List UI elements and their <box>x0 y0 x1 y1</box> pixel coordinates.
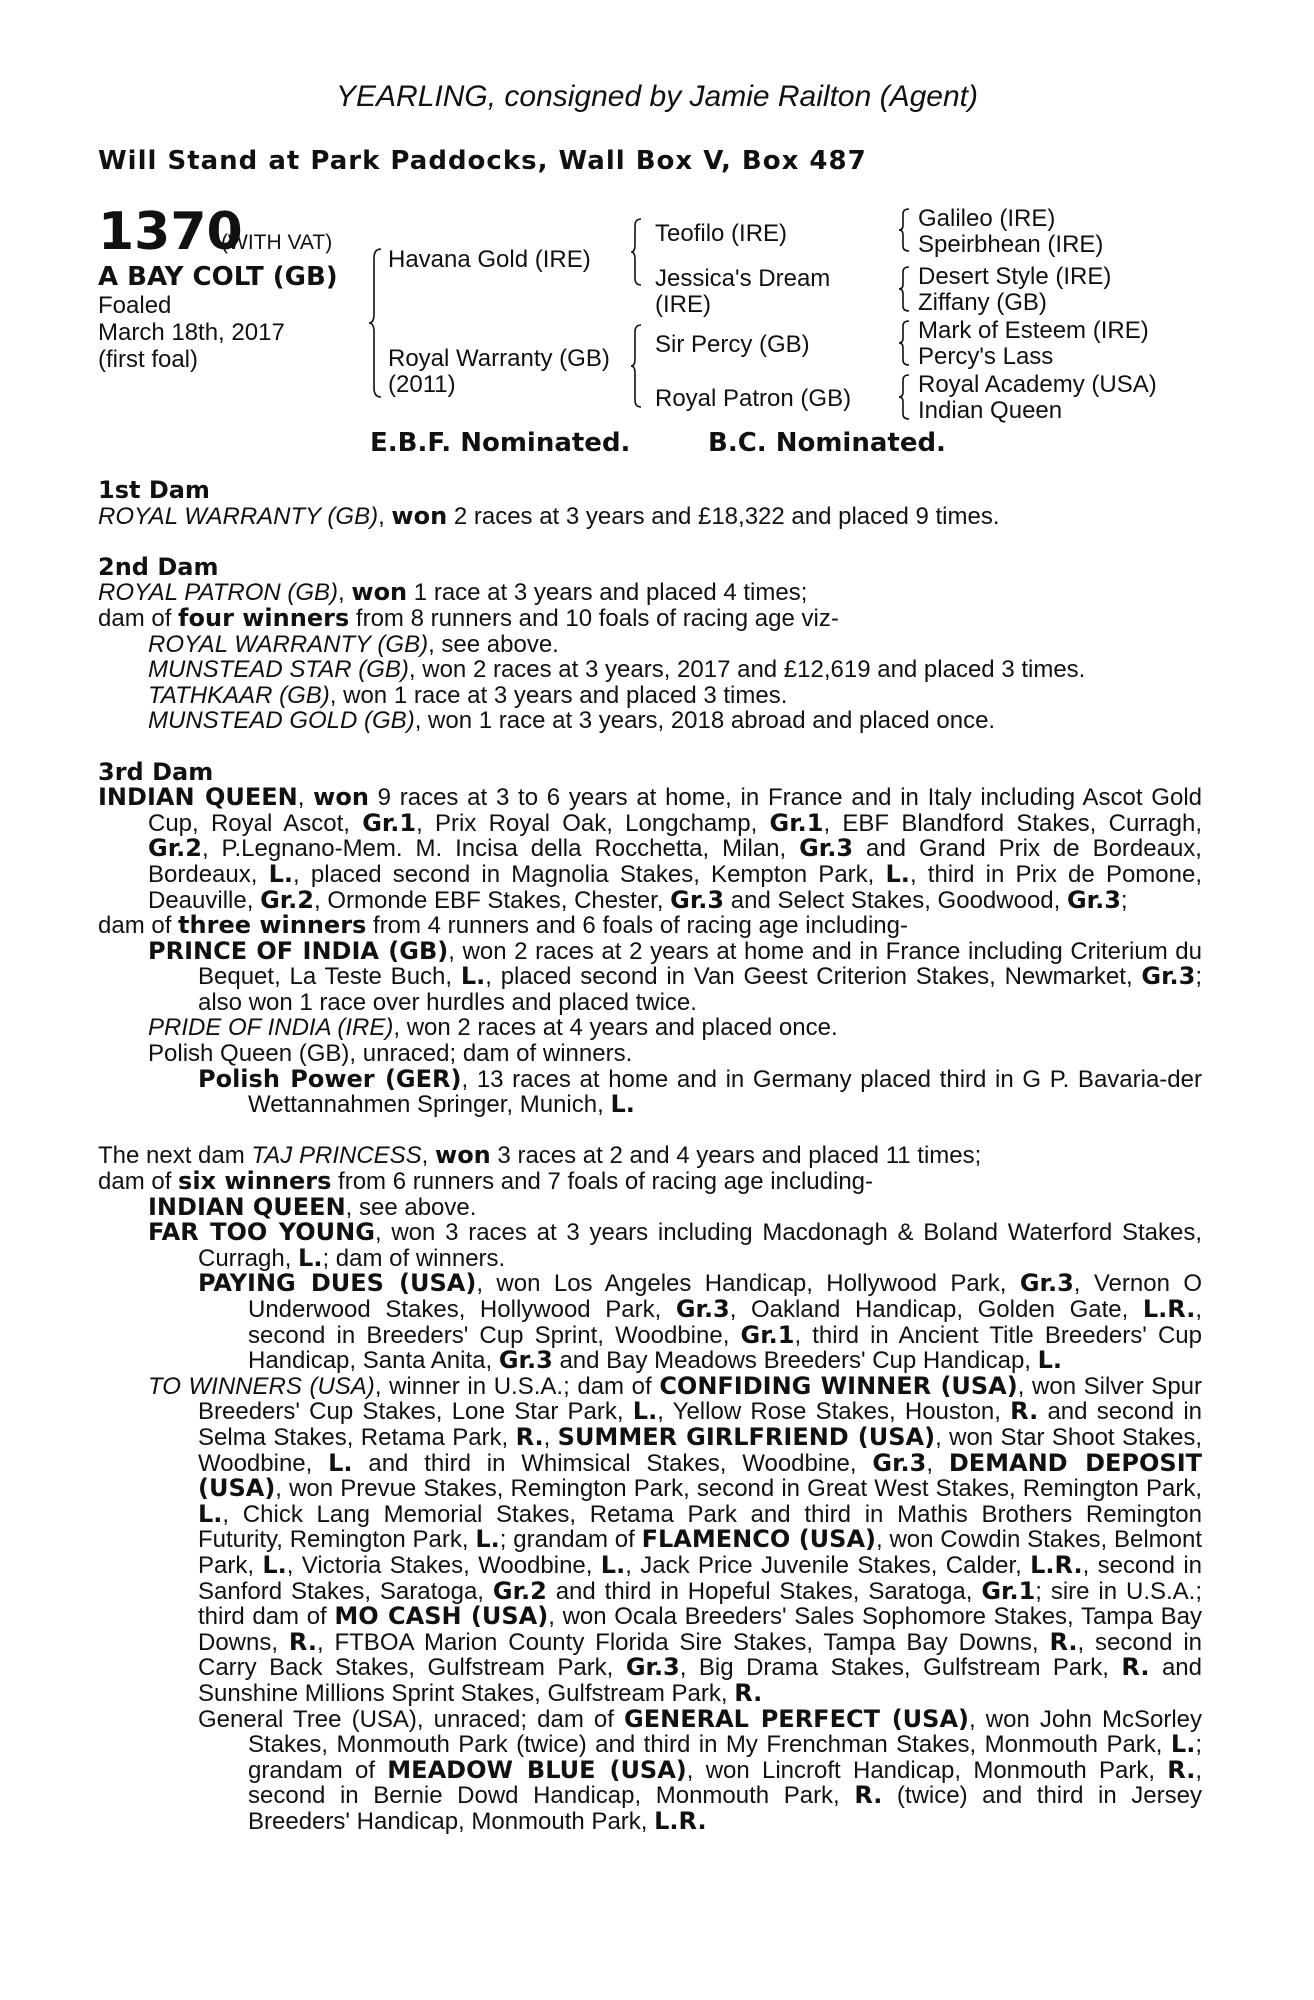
first-dam-record: ROYAL WARRANTY (GB), won 2 races at 3 years and £18,322 and placed 9 times. <box>98 501 1000 530</box>
text-run: and Bay Meadows Breeders' Cup Handicap, <box>552 1347 1038 1375</box>
sire-dam: Jessica's Dream <box>655 265 831 292</box>
text-run: , placed second in Magnolia Stakes, Kempton Park, <box>293 860 886 888</box>
progeny-name: GENERAL PERFECT (USA) <box>624 1704 970 1733</box>
text-run: , Jack Price Juvenile Stakes, Calder, <box>625 1551 1031 1579</box>
pedigree-brace-main <box>368 248 382 398</box>
text-run: , won John McSorley Stakes, Monmouth Park (twice) and third in My Frenchman Stakes, Monmouth Park, <box>248 1705 1203 1759</box>
text-run: 3 races at 2 and 4 years and placed 11 times; <box>490 1142 982 1170</box>
progeny-entry <box>98 1704 1203 1835</box>
foaled-date: March 18th, 2017 <box>98 319 285 346</box>
text-run: , third in Prix de Pomone, Deauville, <box>148 860 1203 914</box>
progeny-entry <box>98 683 1202 709</box>
text-run: , third in Ancient Title Breeders' Cup Handicap, Santa Anita, <box>248 1321 1202 1375</box>
text-run: ; also won 1 race over hurdles and placed twice. <box>198 963 1202 1016</box>
grandparent-6: Percy's Lass <box>918 343 1054 370</box>
grade: Gr.3 <box>670 885 725 914</box>
vat-note: (WITH VAT) <box>221 231 333 254</box>
text-run: , won Star Shoot Stakes, Woodbine, <box>198 1423 1202 1477</box>
progeny-entry <box>98 1371 1203 1707</box>
first-foal-note: (first foal) <box>98 346 199 373</box>
first-dam-heading: 1st Dam <box>98 476 210 504</box>
text-run: and second in Selma Stakes, Retama Park, <box>198 1398 1202 1451</box>
text-run: , Oakland Handicap, Golden Gate, <box>729 1296 1143 1323</box>
text-run: , won Silver Spur Breeders' Cup Stakes, Lone Star Park, <box>198 1372 1202 1426</box>
progeny-name: PRINCE OF INDIA (GB) <box>148 936 449 965</box>
third-dam-heading: 3rd Dam <box>98 757 214 786</box>
progeny-text: , won 2 races at 3 years, 2017 and £12,619 and placed 3 times. <box>408 656 1086 684</box>
winners-count: four winners <box>178 603 350 632</box>
text-run: , P.Legnano-Mem. M. Incisa della Rocchetta, Milan, <box>201 835 800 863</box>
progeny-entry <box>98 708 1202 734</box>
text-run: and Sunshine Millions Sprint Stakes, Gulfstream Park, <box>198 1654 1202 1707</box>
text-run: , <box>543 1423 558 1451</box>
text-run: (twice) and third in Jersey Breeders' Handicap, Monmouth Park, <box>248 1782 1202 1835</box>
sire-dam-country: (IRE) <box>655 291 711 318</box>
progeny-name: Polish Power (GER) <box>198 1064 462 1093</box>
progeny-text: , won 1 race at 3 years and placed 3 times. <box>329 681 788 709</box>
first-dam-section <box>98 478 1202 529</box>
grade: Gr.2 <box>260 885 314 914</box>
text-run: , winner in U.S.A.; dam of <box>374 1372 660 1400</box>
progeny-text: , won 1 race at 3 years, 2018 abroad and placed once. <box>414 707 996 735</box>
horse-description: A BAY COLT (GB) <box>98 262 338 292</box>
text-run: , won Lincroft Handicap, Monmouth Park, <box>686 1756 1168 1784</box>
pedigree-brace-dam <box>630 324 642 408</box>
text-run: , Yellow Rose Stakes, Houston, <box>657 1398 1011 1426</box>
bc-nominated: B.C. Nominated. <box>708 428 946 458</box>
progeny-text: , see above. <box>428 630 559 658</box>
grade: Gr.1 <box>981 1576 1036 1605</box>
text-run: dam of <box>98 912 179 940</box>
text-run: from 8 runners and 10 foals of racing age viz- <box>349 604 839 632</box>
text-run: , placed second in Van Geest Criterion Stakes, Newmarket, <box>485 963 1142 991</box>
stand-location: Will Stand at Park Paddocks, Wall Box V, Box 487 <box>98 146 867 176</box>
progeny-name: MUNSTEAD GOLD (GB) <box>148 707 415 735</box>
grandparent-2: Speirbhean (IRE) <box>918 231 1104 258</box>
grade: L. <box>268 859 294 888</box>
second-dam-section <box>98 552 1202 735</box>
text-run: ; grandam of <box>499 1526 642 1554</box>
grade: R. <box>288 1627 317 1656</box>
grade: L. <box>885 859 910 888</box>
grade: Gr.3 <box>498 1346 553 1375</box>
text-run: , second in Carry Back Stakes, Gulfstream Park, <box>198 1628 1202 1682</box>
text-run: , won 3 races at 3 years including Macdonagh & Boland Waterford Stakes, Curragh, <box>198 1219 1203 1272</box>
text-run: , see above. <box>345 1193 477 1221</box>
progeny-name: PAYING DUES (USA) <box>198 1269 477 1298</box>
grade: L. <box>328 1448 353 1477</box>
won-label: won <box>351 578 408 607</box>
grade: Gr.2 <box>492 1576 547 1605</box>
grade: L.R. <box>654 1806 707 1835</box>
second-dam-produce <box>98 603 1202 632</box>
text-run: dam of <box>98 1168 179 1196</box>
grade: L.R. <box>1030 1550 1083 1579</box>
text-run: ; sire in U.S.A.; third dam of <box>198 1577 1203 1631</box>
text-run: , second in Sanford Stakes, Saratoga, <box>198 1551 1203 1605</box>
third-dam-section <box>98 757 1203 1119</box>
grade: Gr.3 <box>625 1653 680 1682</box>
progeny-entry <box>98 1015 1202 1041</box>
first-dam-name: ROYAL WARRANTY (GB) <box>98 502 379 530</box>
grade: Gr.3 <box>799 834 854 863</box>
progeny-name: CONFIDING WINNER (USA) <box>659 1371 1018 1400</box>
grade: L.R. <box>1142 1295 1196 1323</box>
text-run: , won Ocala Breeders' Sales Sophomore Stakes, Tampa Bay Downs, <box>198 1603 1203 1656</box>
text-run: General Tree (USA), unraced; dam of <box>198 1705 625 1733</box>
grade: Gr.1 <box>769 808 824 837</box>
pedigree-brace-g1 <box>898 208 910 252</box>
text-run: , won Cowdin Stakes, Belmont Park, <box>198 1526 1203 1579</box>
grade: L. <box>632 1397 658 1426</box>
text-run: , second in Breeders' Cup Sprint, Woodbine, <box>248 1296 1202 1349</box>
progeny-entry <box>98 936 1203 1016</box>
grade: Gr.3 <box>1066 885 1121 914</box>
sire-sire: Teofilo (IRE) <box>655 220 788 247</box>
grade: Gr.2 <box>148 834 202 863</box>
grandparent-8: Indian Queen <box>918 397 1063 424</box>
text-run: , Vernon O Underwood Stakes, Hollywood Park, <box>248 1270 1203 1323</box>
text-run: and Select Stakes, Goodwood, <box>724 886 1067 914</box>
text-run: , second in Bernie Dowd Handicap, Monmouth Park, <box>248 1756 1202 1810</box>
spacer <box>98 529 1202 555</box>
grade: L. <box>298 1243 323 1272</box>
grade: R. <box>515 1422 544 1451</box>
text-run: ; <box>1120 886 1128 914</box>
pedigree-brace-sire <box>630 218 642 286</box>
dam-year: (2011) <box>388 371 456 398</box>
text-run: from 4 runners and 6 foals of racing age including- <box>366 912 908 940</box>
grade: R. <box>1010 1397 1039 1426</box>
progeny-name: ROYAL WARRANTY (GB) <box>148 630 429 658</box>
text-run: , <box>421 1142 436 1170</box>
text-run: ; dam of winners. <box>322 1244 506 1272</box>
text-run: 9 races at 3 to 6 years at home, in France and in Italy including Ascot Gold Cup, Royal Ascot, <box>148 784 1202 837</box>
grade: R. <box>1049 1627 1078 1656</box>
spacer <box>98 734 1202 760</box>
grandparent-7: Royal Academy (USA) <box>918 371 1157 398</box>
won-label: won <box>391 501 448 530</box>
progeny-entry <box>98 1271 1202 1373</box>
progeny-name: INDIAN QUEEN <box>148 1192 346 1221</box>
text-run: , won Los Angeles Handicap, Hollywood Park, <box>476 1270 1020 1298</box>
text-run: , Big Drama Stakes, Gulfstream Park, <box>679 1654 1122 1682</box>
text-run: , won 2 races at 4 years and placed once. <box>393 1014 838 1042</box>
grade: L. <box>610 1090 635 1119</box>
progeny-name: TO WINNERS (USA) <box>148 1372 375 1400</box>
third-dam-record <box>98 785 1202 913</box>
grade: L. <box>600 1550 626 1579</box>
text-run: , Victoria Stakes, Woodbine, <box>286 1551 601 1579</box>
second-dam-name: ROYAL PATRON (GB) <box>98 579 339 607</box>
grade: Gr.3 <box>1019 1269 1074 1298</box>
grade: Gr.3 <box>1141 962 1196 991</box>
text-run: and Grand Prix de Bordeaux, Bordeaux, <box>148 835 1202 888</box>
text-run: , <box>926 1449 949 1477</box>
dam-name: INDIAN QUEEN <box>98 783 298 812</box>
progeny-entry: Polish Queen (GB), unraced; dam of winners. <box>148 1040 633 1068</box>
grade: Gr.1 <box>362 808 417 837</box>
grade: L. <box>1037 1346 1063 1375</box>
sire: Havana Gold (IRE) <box>388 246 591 273</box>
text-run: The next dam <box>98 1142 252 1170</box>
grade: L. <box>262 1550 287 1579</box>
dam-name: TAJ PRINCESS <box>251 1142 422 1170</box>
won-label: won <box>313 783 369 812</box>
text-run: and third in Hopeful Stakes, Saratoga, <box>546 1577 982 1605</box>
pedigree-brace-g4 <box>898 374 910 420</box>
second-dam-text: 1 race at 3 years and placed 4 times; <box>407 579 808 607</box>
progeny-entry <box>98 1220 1202 1271</box>
text-run: , FTBOA Marion County Florida Sire Stakes, Tampa Bay Downs, <box>316 1628 1050 1656</box>
grade: Gr.3 <box>675 1295 730 1323</box>
pedigree-brace-g2 <box>898 266 910 312</box>
lot-number: 1370 <box>98 202 243 262</box>
dam-dam: Royal Patron (GB) <box>655 385 852 412</box>
text-run: ; grandam of <box>248 1731 1202 1784</box>
progeny-name: FLAMENCO (USA) <box>641 1525 877 1554</box>
grade: R. <box>1167 1755 1196 1784</box>
next-dam-record <box>98 1143 1202 1169</box>
ebf-nominated: E.B.F. Nominated. <box>370 428 631 458</box>
grade: Gr.3 <box>872 1448 927 1477</box>
progeny-entry <box>98 632 1202 658</box>
progeny-name: PRIDE OF INDIA (IRE) <box>148 1014 394 1042</box>
grade: L. <box>198 1499 223 1528</box>
progeny-name: MEADOW BLUE (USA) <box>387 1755 687 1784</box>
first-dam-text: 2 races at 3 years and £18,322 and placed 9 times. <box>447 502 1000 530</box>
grandparent-1: Galileo (IRE) <box>918 205 1056 232</box>
progeny-name: MO CASH (USA) <box>334 1602 549 1631</box>
text-run: , won Prevue Stakes, Remington Park, second in Great West Stakes, Remington Park, <box>275 1475 1202 1503</box>
text-run: , 13 races at home and in Germany placed third in G P. Bavaria-der Wettannahmen Springer, Munich, <box>248 1065 1202 1119</box>
grandparent-4: Ziffany (GB) <box>918 289 1047 316</box>
progeny-name: DEMAND DEPOSIT (USA) <box>198 1448 1202 1503</box>
grade: R. <box>854 1781 883 1810</box>
text-run: dam of <box>98 604 179 632</box>
second-dam-heading: 2nd Dam <box>98 552 219 581</box>
next-dam-section <box>98 1143 1202 1834</box>
grade: Gr.1 <box>740 1320 795 1349</box>
grandparent-5: Mark of Esteem (IRE) <box>918 317 1149 344</box>
text-run: from 6 runners and 7 foals of racing age including- <box>331 1168 874 1196</box>
grade: R. <box>734 1678 763 1707</box>
grade: L. <box>460 962 486 991</box>
next-dam-produce <box>98 1169 1202 1195</box>
text-run: , won 2 races at 2 years at home and in France including Criterium du Bequet, La Teste Buch, <box>198 937 1203 991</box>
dam: Royal Warranty (GB) <box>388 345 610 372</box>
second-dam-record: ROYAL PATRON (GB), won 1 race at 3 years and placed 4 times; <box>98 578 808 607</box>
dam-sire: Sir Percy (GB) <box>655 331 810 358</box>
grade: L. <box>475 1525 500 1554</box>
pedigree-brace-g3 <box>898 320 910 366</box>
third-dam-produce <box>98 913 1202 939</box>
grandparent-3: Desert Style (IRE) <box>918 263 1112 290</box>
text-run: and third in Whimsical Stakes, Woodbine, <box>352 1449 873 1477</box>
progeny-name: TATHKAAR (GB) <box>148 681 330 709</box>
text-run: , Prix Royal Oak, Longchamp, <box>416 809 770 837</box>
progeny-name: MUNSTEAD STAR (GB) <box>148 656 409 684</box>
text-run: , Ormonde EBF Stakes, Chester, <box>314 886 671 914</box>
foaled-label: Foaled <box>98 292 172 319</box>
catalogue-body <box>98 478 1202 1834</box>
grade: R. <box>1121 1653 1150 1682</box>
winners-count: six winners <box>178 1167 332 1196</box>
progeny-name: FAR TOO YOUNG <box>148 1218 375 1247</box>
text-run: , <box>297 784 314 812</box>
spacer <box>98 1118 1202 1144</box>
progeny-entry <box>98 1064 1202 1119</box>
text-run: , EBF Blandford Stakes, Curragh, <box>823 809 1202 837</box>
won-label: won <box>435 1141 491 1170</box>
progeny-entry <box>98 1192 1202 1221</box>
progeny-entry <box>98 657 1202 683</box>
grade: L. <box>1170 1730 1196 1759</box>
text-run: , Chick Lang Memorial Stakes, Retama Park and third in Mathis Brothers Remington Futurity, Remington Park, <box>198 1500 1202 1554</box>
progeny-name: SUMMER GIRLFRIEND (USA) <box>557 1422 936 1451</box>
winners-count: three winners <box>178 911 367 940</box>
consignment-line: YEARLING, consigned by Jamie Railton (Agent) <box>336 80 978 113</box>
